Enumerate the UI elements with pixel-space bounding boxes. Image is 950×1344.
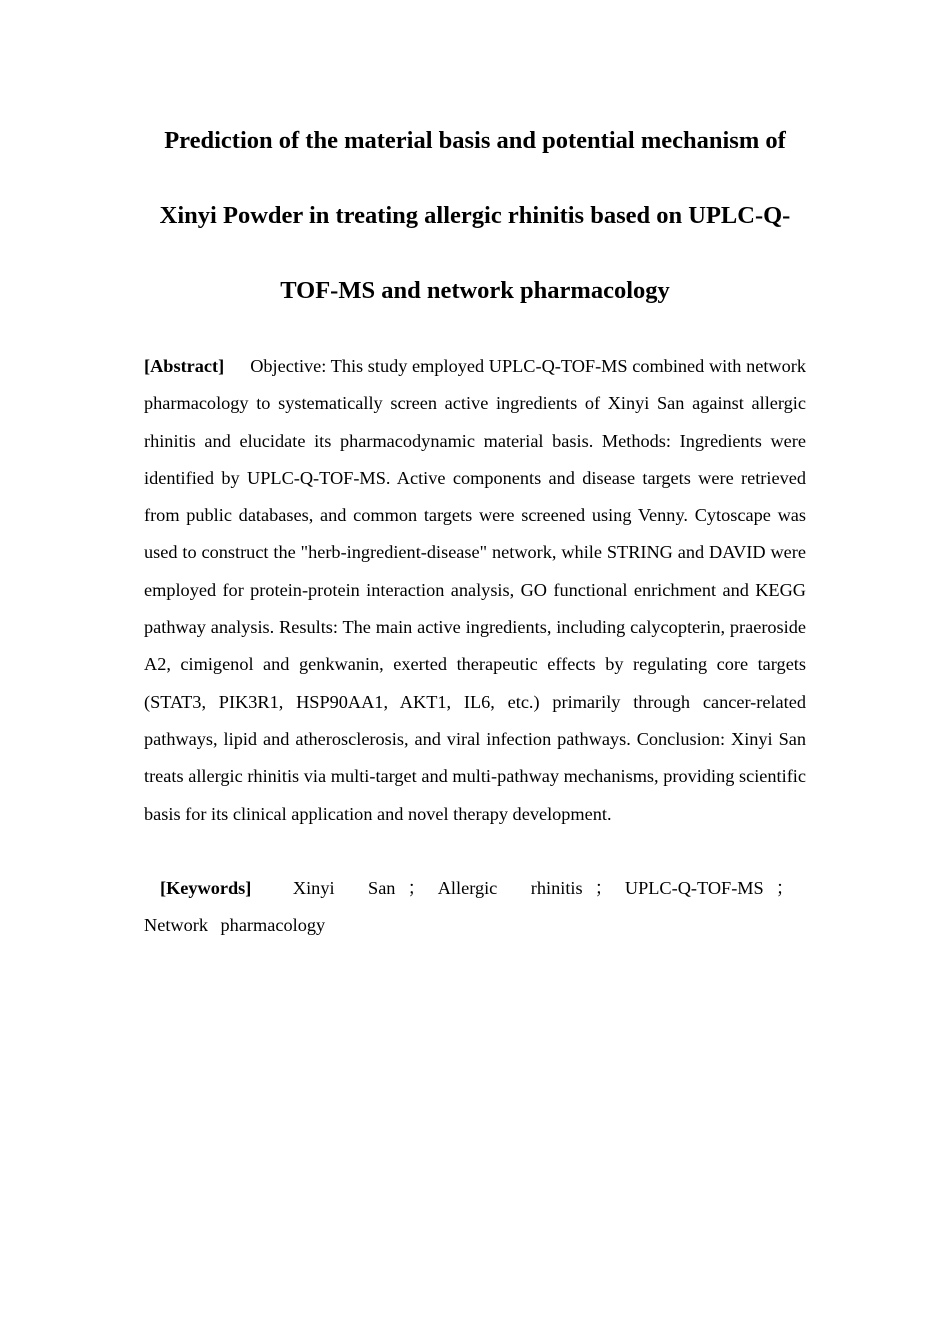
paper-title [120,103,830,328]
keywords-paragraph [144,870,806,945]
abstract-label: [Abstract] [144,356,225,376]
keyword-item: UPLC-Q-TOF-MS [624,878,764,898]
keywords-label: [Keywords] [160,878,252,898]
keyword-separator: ； [407,878,426,898]
title-line-3: TOF-MS and network pharmacology [280,277,670,304]
title-line-2: Xinyi Powder in treating allergic rhinitis based on UPLC-Q- [159,202,791,229]
abstract-paragraph [144,348,806,833]
title-line-1: Prediction of the material basis and potential mechanism of [164,127,786,154]
keyword-item: Allergic rhinitis [437,878,583,898]
keyword-item: Network pharmacology [144,915,326,936]
abstract-text: Objective: This study employed UPLC-Q-TOF-MS combined with network pharmacology to systematically screen active ingredients of Xinyi San against allergic rhinitis and elucidate its pharmacodynamic material basis. Methods: Ingredients were identified by UPLC-Q-TOF-MS. Active components and disease targets were retrieved from public databases, and common targets were screened using Venny. Cytoscape was used to construct the "herb-ingredient-disease" network, while STRING and DAVID were employed for protein-protein interaction analysis, GO functional enrichment and KEGG pathway analysis. Results: The main active ingredients, including calycopterin, praeroside A2, cimigenol and genkwanin, exerted therapeutic effects by regulating core targets (STAT3, PIK3R1, HSP90AA1, AKT1, IL6, etc.) primarily through cancer-related pathways, lipid and atherosclerosis, and viral infection pathways. Conclusion: Xinyi San treats allergic rhinitis via multi-target and multi-pathway mechanisms, providing scientific basis for its clinical application and novel therapy development. [144,356,806,824]
keyword-item: Xinyi San [292,878,396,898]
keyword-separator: ； [775,878,794,898]
keyword-separator: ； [594,878,613,898]
